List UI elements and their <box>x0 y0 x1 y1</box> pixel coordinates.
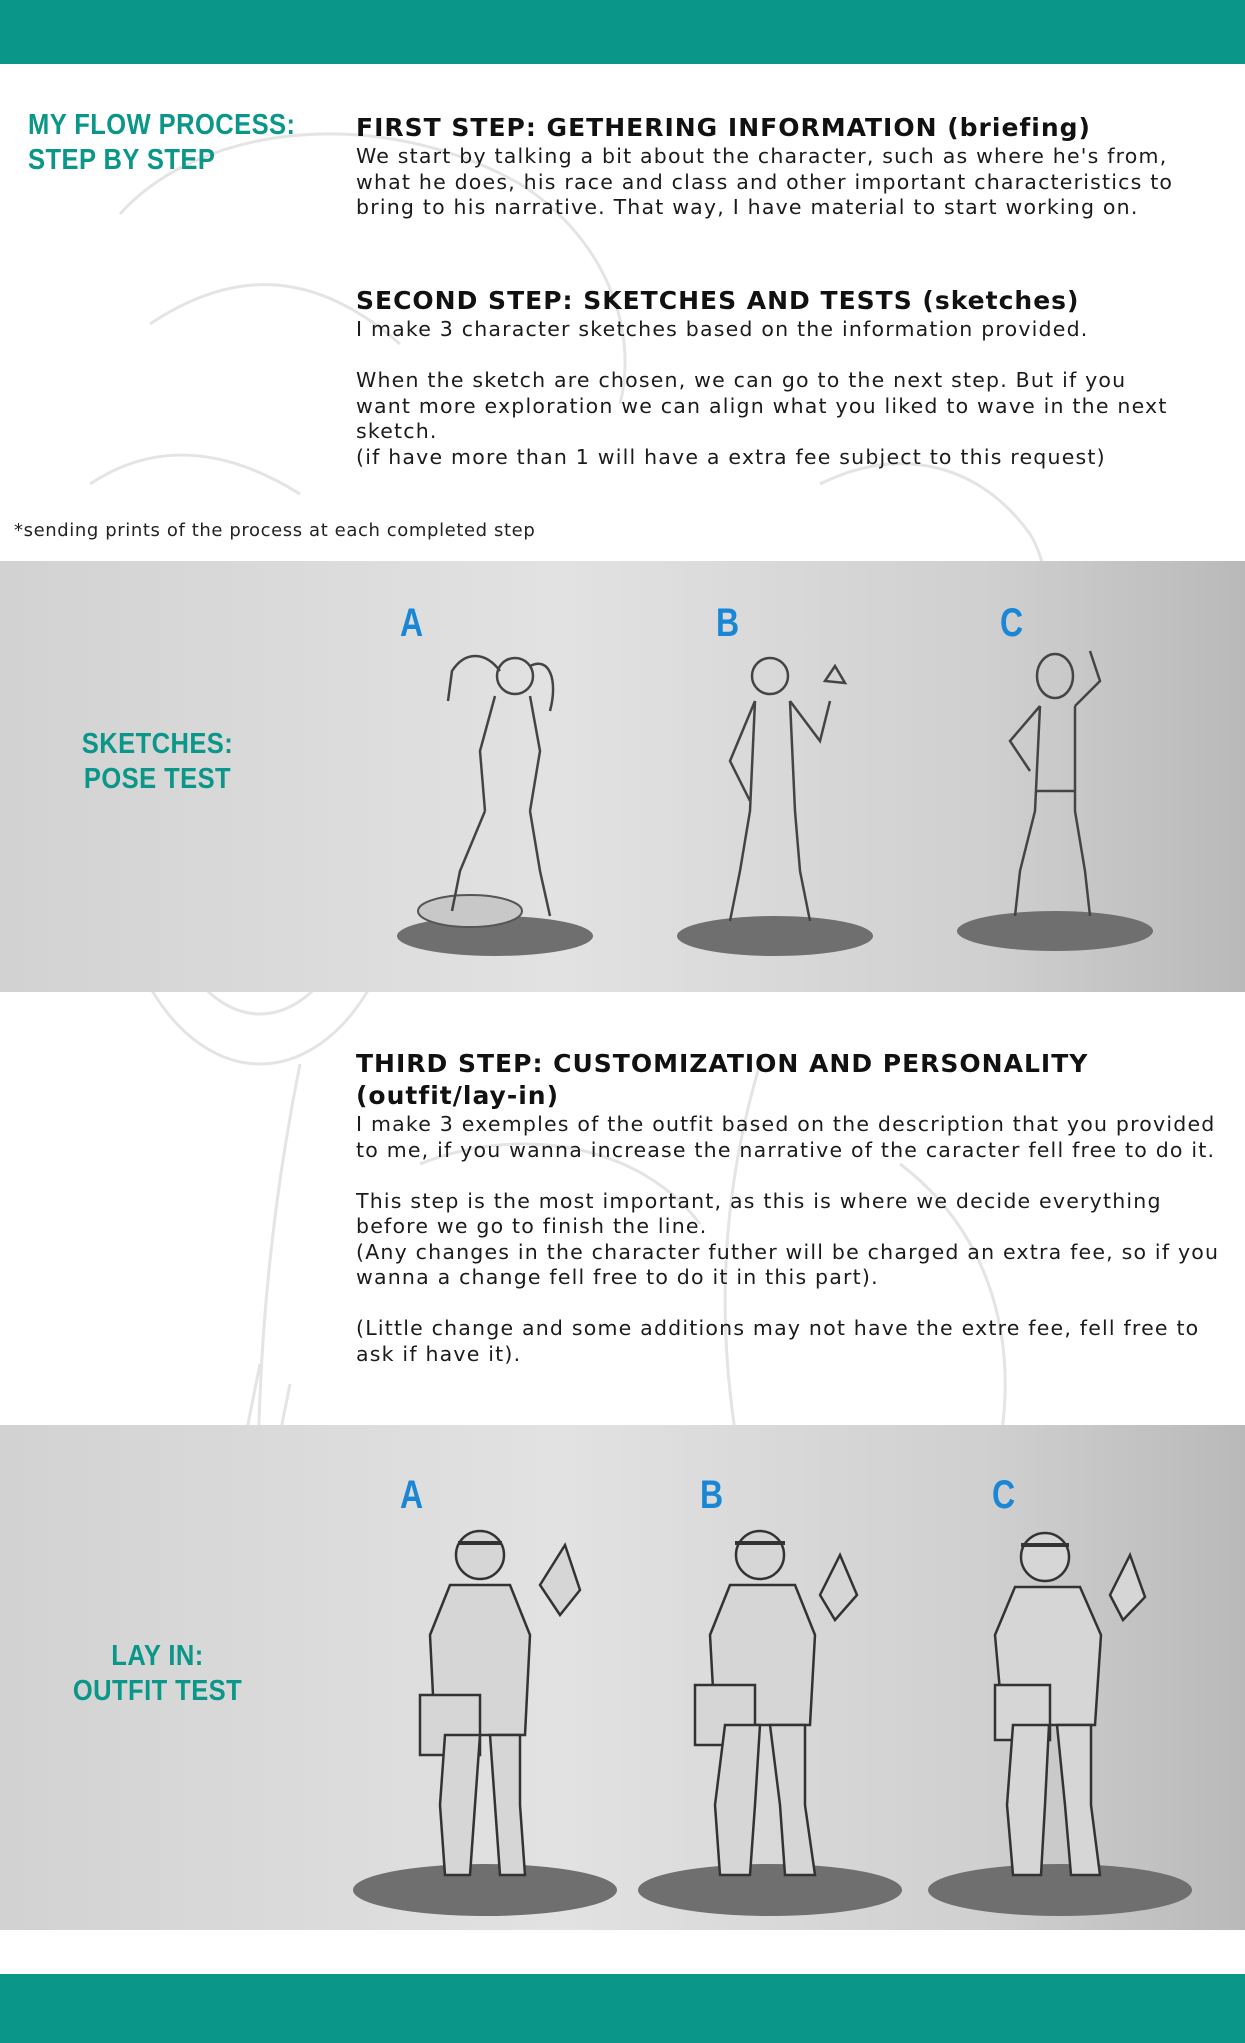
sketches-panel <box>0 561 1245 992</box>
sketch-figure-c[interactable] <box>950 611 1160 971</box>
third-step-title-line2: (outfit/lay-in) <box>356 1081 560 1110</box>
layin-option-c-label: C <box>992 1473 1016 1517</box>
sketch-figure-b[interactable] <box>670 611 880 971</box>
layin-label-line2: OUTFIT TEST <box>72 1675 243 1707</box>
second-step-title: SECOND STEP: SKETCHES AND TESTS (sketches) <box>356 286 1080 315</box>
page-title <box>28 108 295 178</box>
page-title-line1: MY FLOW PROCESS: <box>28 109 296 141</box>
third-step-body: I make 3 exemples of the outfit based on the description that you provided to me, if you wanna increase the narrative of the caracter fell free to do it. This step is the most important, as this is where we decide everything before we go to finish the line. (Any changes in the character futher will be charged an extra fee, so if you wanna a change fell free to do it in this part). (Little change and some additions may not have the extre fee, fell free to ask if have it). <box>356 1112 1220 1366</box>
process-note: *sending prints of the process at each completed step <box>14 520 536 541</box>
sketch-option-c-label: C <box>1000 601 1024 645</box>
sketch-option-b-label: B <box>716 601 740 645</box>
layin-label <box>19 1639 296 1709</box>
page-title-line2: STEP BY STEP <box>28 144 216 176</box>
sketches-label-line2: POSE TEST <box>83 763 232 795</box>
sketch-option-a-label: A <box>400 601 424 645</box>
layin-option-a-label: A <box>400 1473 424 1517</box>
layin-option-b-label: B <box>700 1473 724 1517</box>
second-step <box>356 285 1226 470</box>
outfit-figure-b[interactable] <box>635 1485 905 1925</box>
sketch-figure-a[interactable] <box>390 611 600 971</box>
third-step-title-line1: THIRD STEP: CUSTOMIZATION AND PERSONALITY <box>356 1049 1089 1078</box>
first-step-title: FIRST STEP: GETHERING INFORMATION (briefing) <box>356 113 1091 142</box>
third-step <box>356 1048 1236 1367</box>
bottom-banner <box>0 1974 1245 2043</box>
first-step <box>356 112 1226 221</box>
outfit-figure-c[interactable] <box>925 1485 1195 1925</box>
sketches-label-line1: SKETCHES: <box>81 728 234 760</box>
layin-label-line1: LAY IN: <box>111 1640 204 1672</box>
layin-panel <box>0 1425 1245 1930</box>
second-step-body: I make 3 character sketches based on the information provided. When the sketch are chosen, we can go to the next step. But if you want more exploration we can align what you liked to wave in the next sketch. (if have more than 1 will have a extra fee subject to this request) <box>356 317 1168 469</box>
outfit-figure-a[interactable] <box>350 1485 620 1925</box>
sketches-label <box>19 727 296 797</box>
top-banner <box>0 0 1245 64</box>
first-step-body: We start by talking a bit about the character, such as where he's from, what he does, his race and class and other important characteristics to bring to his narrative. That way, I have material to start working on. <box>356 144 1174 219</box>
